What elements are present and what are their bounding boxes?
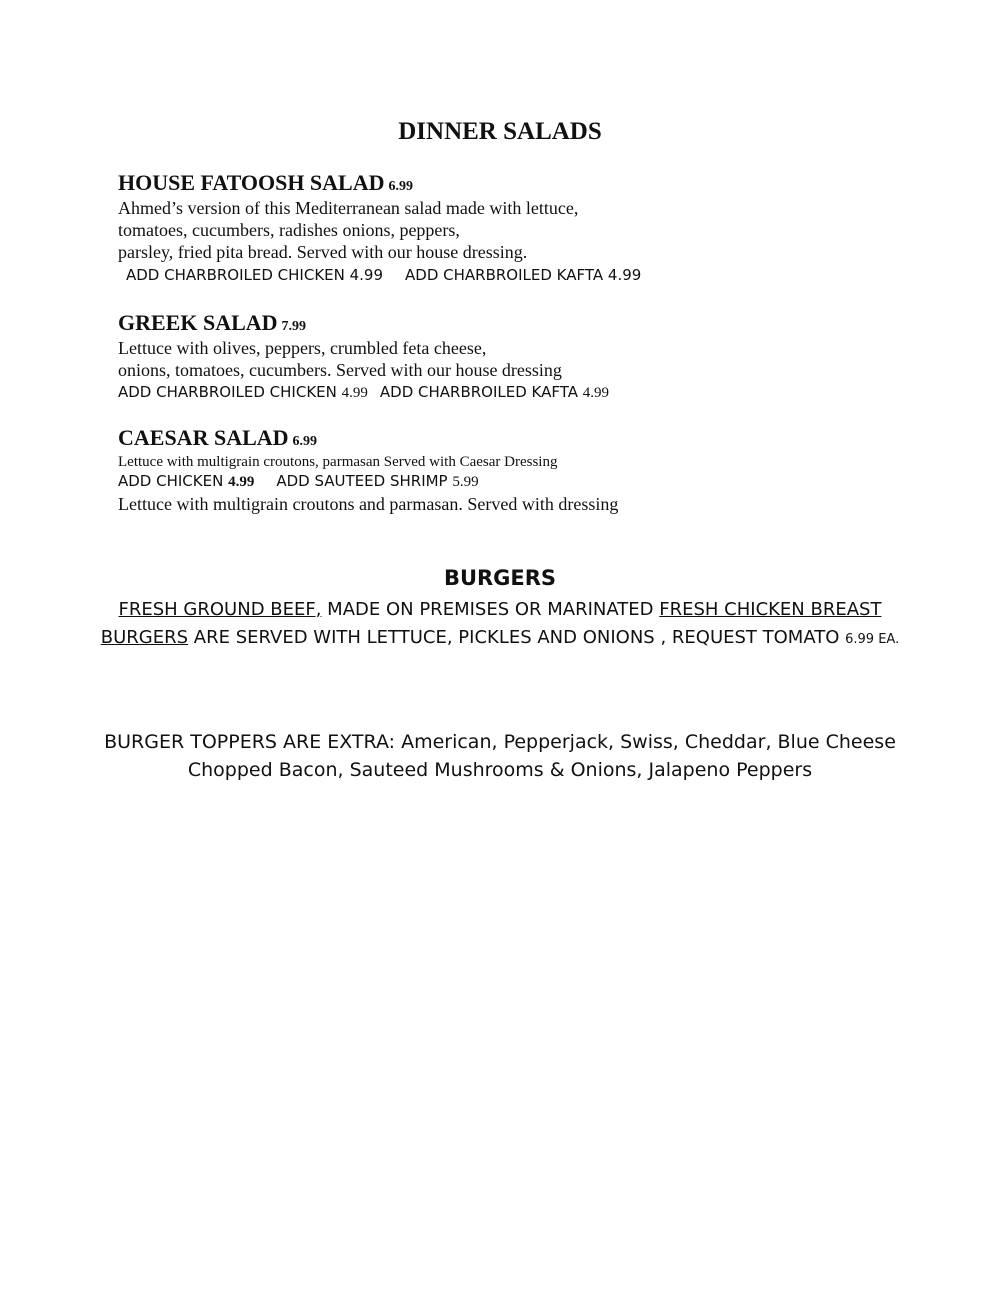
item-name: CAESAR SALAD — [118, 425, 289, 450]
item-description — [118, 337, 562, 381]
addon-label: ADD CHARBROILED KAFTA 4.99 — [405, 266, 642, 284]
description-line: parsley, fried pita bread. Served with our house dressing. — [118, 242, 528, 262]
addon-label: ADD CHARBROILED CHICKEN 4.99 — [126, 266, 384, 284]
description-line: Lettuce with olives, peppers, crumbled feta cheese, — [118, 338, 487, 358]
item-name: HOUSE FATOOSH SALAD — [118, 170, 385, 195]
item-description — [118, 451, 557, 473]
section-title-burgers: BURGERS — [443, 566, 557, 590]
description-line: Lettuce with multigrain croutons, parmasan Served with Caesar Dressing — [118, 454, 558, 470]
beef-highlight: FRESH GROUND BEEF, — [118, 599, 322, 620]
menu-item-title — [118, 310, 306, 336]
addon-price: 5.99 — [452, 474, 479, 490]
burgers-price: 6.99 EA. — [845, 632, 900, 647]
addon-label: ADD SAUTEED SHRIMP — [276, 472, 448, 490]
addon-line — [118, 383, 609, 402]
item-price: 6.99 — [388, 179, 414, 194]
toppers-line: BURGER TOPPERS ARE EXTRA: American, Pepperjack, Swiss, Cheddar, Blue Cheese — [104, 731, 896, 753]
item-price: 7.99 — [281, 319, 307, 334]
burger-toppers — [0, 728, 1000, 784]
burgers-text: MADE ON PREMISES OR MARINATED — [321, 599, 660, 620]
chicken-highlight: FRESH CHICKEN BREAST BURGERS — [100, 599, 882, 648]
addon-line — [118, 472, 479, 491]
item-price: 6.99 — [292, 434, 318, 449]
item-name: GREEK SALAD — [118, 310, 278, 335]
description-line: tomatoes, cucumbers, radishes onions, peppers, — [118, 220, 460, 240]
description-line: Ahmed’s version of this Mediterranean salad made with lettuce, — [118, 198, 579, 218]
burgers-text: ARE SERVED WITH LETTUCE, PICKLES AND ONIONS , REQUEST TOMATO — [188, 627, 846, 648]
addon-price: 4.99 — [341, 385, 368, 401]
addon-price: 4.99 — [228, 474, 255, 490]
item-description — [118, 197, 578, 263]
section-title-dinner-salads: DINNER SALADS — [398, 118, 602, 145]
item-note: Lettuce with multigrain croutons and parmasan. Served with dressing — [118, 494, 619, 514]
addon-label: ADD CHARBROILED CHICKEN — [118, 383, 337, 401]
description-line: onions, tomatoes, cucumbers. Served with our house dressing — [118, 360, 562, 380]
burgers-description — [100, 596, 900, 654]
addon-price: 4.99 — [582, 385, 610, 401]
menu-item-title — [118, 170, 413, 196]
addon-label: ADD CHARBROILED KAFTA — [379, 383, 579, 401]
addon-label: ADD CHICKEN — [118, 472, 224, 490]
menu-item-title — [118, 425, 317, 451]
addon-line — [126, 266, 641, 284]
toppers-line: Chopped Bacon, Sauteed Mushrooms & Onions, Jalapeno Peppers — [187, 759, 813, 781]
